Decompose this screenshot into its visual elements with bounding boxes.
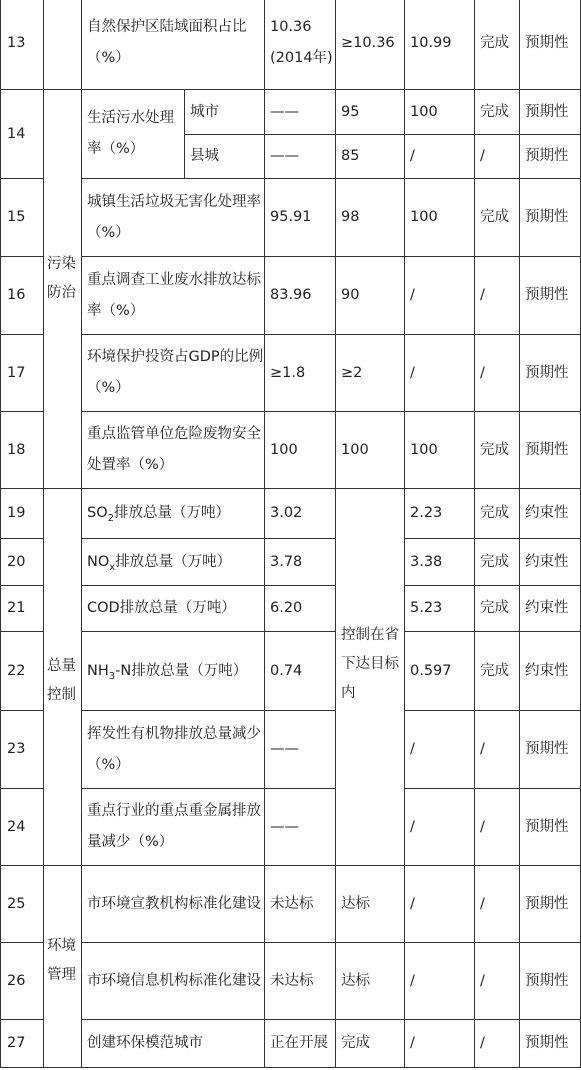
status-value: 完成	[475, 489, 520, 539]
table-row	[1, 632, 581, 711]
status-value: /	[475, 135, 520, 179]
row-number: 17	[1, 335, 44, 412]
table-row	[1, 257, 581, 335]
indicator-name: 市环境宣教机构标准化建设	[82, 866, 265, 943]
actual-value: /	[405, 1020, 475, 1068]
actual-value: /	[405, 866, 475, 943]
baseline-value: 3.02	[265, 489, 336, 539]
row-number: 18	[1, 412, 44, 489]
type-value: 约束性	[520, 586, 581, 632]
indicator-name: 环境保护投资占GDP的比例（%）	[82, 335, 265, 412]
type-value: 预期性	[520, 943, 581, 1020]
row-number: 20	[1, 539, 44, 586]
actual-value: /	[405, 335, 475, 412]
row-number: 19	[1, 489, 44, 539]
baseline-value: 3.78	[265, 539, 336, 586]
type-value: 预期性	[520, 866, 581, 943]
indicator-name: $SO_2$排放总量（万吨）	[82, 489, 265, 539]
target-value: 完成	[336, 1020, 405, 1068]
status-value: /	[475, 257, 520, 335]
row-number: 15	[1, 179, 44, 257]
actual-value: 0.597	[405, 632, 475, 711]
indicator-name: 创建环保模范城市	[82, 1020, 265, 1068]
baseline-value: 未达标	[265, 866, 336, 943]
type-value: 约束性	[520, 632, 581, 711]
actual-value: /	[405, 711, 475, 789]
actual-value: 3.38	[405, 539, 475, 586]
baseline-value: 95.91	[265, 179, 336, 257]
table-row	[1, 539, 581, 586]
sub-label: 县城	[185, 135, 265, 179]
actual-value: 5.23	[405, 586, 475, 632]
target-value: ≥10.36	[336, 0, 405, 90]
baseline-value: 正在开展	[265, 1020, 336, 1068]
type-value: 约束性	[520, 539, 581, 586]
baseline-value: ——	[265, 135, 336, 179]
status-value: 完成	[475, 539, 520, 586]
table-row	[1, 90, 581, 135]
baseline-value: ——	[265, 90, 336, 135]
target-value: 达标	[336, 866, 405, 943]
baseline-value: 83.96	[265, 257, 336, 335]
type-value: 预期性	[520, 412, 581, 489]
indicator-name: $NO_x$排放总量（万吨）	[82, 539, 265, 586]
row-number: 16	[1, 257, 44, 335]
target-value: 85	[336, 135, 405, 179]
indicator-name: 市环境信息机构标准化建设	[82, 943, 265, 1020]
actual-value: /	[405, 789, 475, 866]
baseline-value: ——	[265, 711, 336, 789]
baseline-value: 10.36 (2014年)	[265, 0, 336, 90]
merged-target-value: 控制在省下达目标内	[336, 489, 405, 866]
row-number: 27	[1, 1020, 44, 1068]
category-total: 总量控制	[44, 489, 82, 866]
table-row	[1, 711, 581, 789]
target-value: 95	[336, 90, 405, 135]
type-value: 预期性	[520, 0, 581, 90]
actual-value: 2.23	[405, 489, 475, 539]
indicator-name: 自然保护区陆域面积占比（%）	[82, 0, 265, 90]
table-row	[1, 586, 581, 632]
status-value: /	[475, 866, 520, 943]
actual-value: /	[405, 257, 475, 335]
row-number: 25	[1, 866, 44, 943]
status-value: /	[475, 1020, 520, 1068]
indicator-name: $NH_3-N$排放总量（万吨）	[82, 632, 265, 711]
status-value: 完成	[475, 0, 520, 90]
indicator-name: 挥发性有机物排放总量减少（%）	[82, 711, 265, 789]
actual-value: 10.99	[405, 0, 475, 90]
status-value: /	[475, 789, 520, 866]
target-value: 98	[336, 179, 405, 257]
type-value: 预期性	[520, 179, 581, 257]
status-value: 完成	[475, 90, 520, 135]
sub-label: 城市	[185, 90, 265, 135]
type-value: 预期性	[520, 257, 581, 335]
table-row	[1, 943, 581, 1020]
baseline-value: 未达标	[265, 943, 336, 1020]
table-row	[1, 1020, 581, 1068]
status-value: 完成	[475, 586, 520, 632]
target-value: 90	[336, 257, 405, 335]
indicator-name: COD排放总量（万吨）	[82, 586, 265, 632]
table-row	[1, 335, 581, 412]
target-value: 100	[336, 412, 405, 489]
row-number: 21	[1, 586, 44, 632]
type-value: 预期性	[520, 711, 581, 789]
type-value: 预期性	[520, 789, 581, 866]
table-row	[1, 489, 581, 539]
actual-value: 100	[405, 179, 475, 257]
type-value: 约束性	[520, 489, 581, 539]
status-value: /	[475, 335, 520, 412]
table-row	[1, 0, 581, 90]
row-number: 14	[1, 90, 44, 179]
status-value: 完成	[475, 412, 520, 489]
baseline-value: ≥1.8	[265, 335, 336, 412]
status-value: 完成	[475, 632, 520, 711]
actual-value: 100	[405, 412, 475, 489]
row-number: 13	[1, 0, 44, 90]
row-number: 23	[1, 711, 44, 789]
indicator-name: 生活污水处理率（%）	[82, 90, 185, 179]
type-value: 预期性	[520, 335, 581, 412]
row-number: 24	[1, 789, 44, 866]
indicator-name: 城镇生活垃圾无害化处理率（%）	[82, 179, 265, 257]
status-value: 完成	[475, 179, 520, 257]
table-row	[1, 866, 581, 943]
actual-value: /	[405, 135, 475, 179]
table-row	[1, 412, 581, 489]
baseline-value: 6.20	[265, 586, 336, 632]
actual-value: 100	[405, 90, 475, 135]
indicator-name: 重点调查工业废水排放达标率（%）	[82, 257, 265, 335]
baseline-value: 0.74	[265, 632, 336, 711]
status-value: /	[475, 943, 520, 1020]
category-cell	[44, 0, 82, 90]
category-pollution: 污染防治	[44, 90, 82, 489]
actual-value: /	[405, 943, 475, 1020]
category-management: 环境管理	[44, 866, 82, 1068]
indicator-name: 重点行业的重点重金属排放量减少（%）	[82, 789, 265, 866]
type-value: 预期性	[520, 1020, 581, 1068]
baseline-value: 100	[265, 412, 336, 489]
type-value: 预期性	[520, 135, 581, 179]
target-value: 达标	[336, 943, 405, 1020]
table-row	[1, 789, 581, 866]
status-value: /	[475, 711, 520, 789]
row-number: 22	[1, 632, 44, 711]
indicator-name: 重点监管单位危险废物安全处置率（%）	[82, 412, 265, 489]
table-row	[1, 179, 581, 257]
row-number: 26	[1, 943, 44, 1020]
type-value: 预期性	[520, 90, 581, 135]
baseline-value: ——	[265, 789, 336, 866]
target-value: ≥2	[336, 335, 405, 412]
